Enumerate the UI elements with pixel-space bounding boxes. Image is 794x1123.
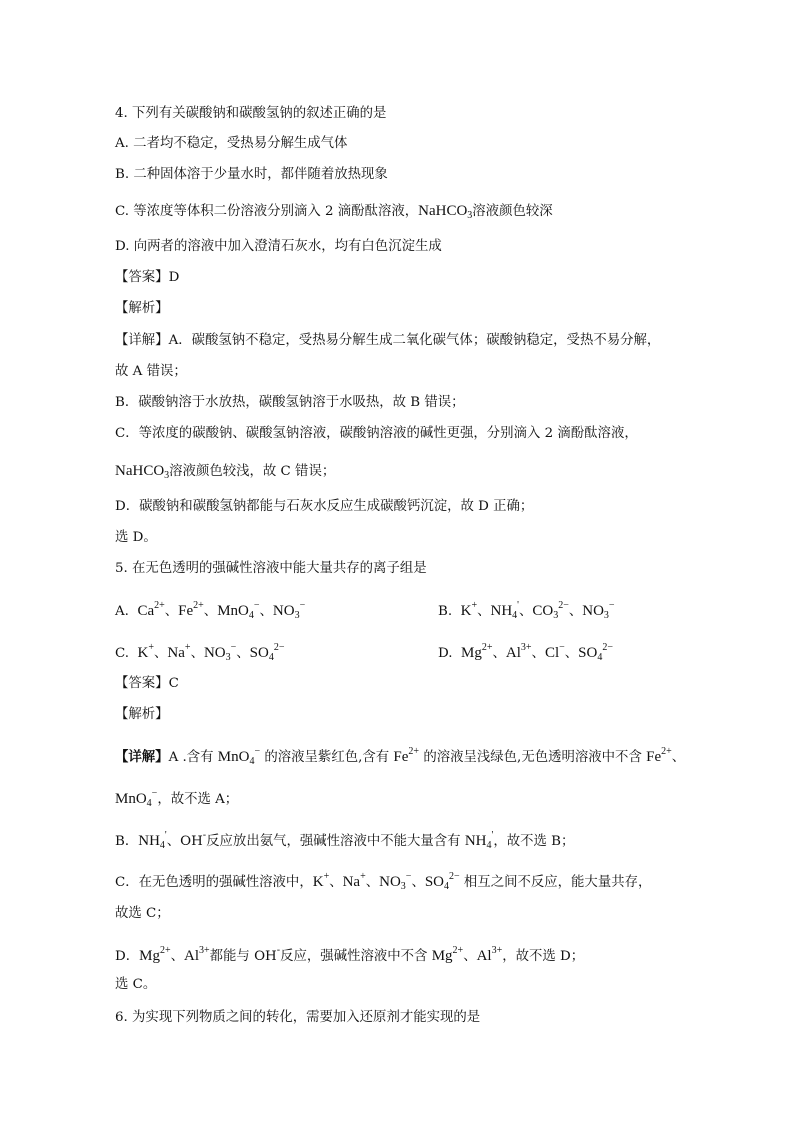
q5-detail-d: D．$Mg^{2+}$、$Al^{3+}$都能与 OH-反应，强碱性溶液中不含 $Mg^{2+}$、$Al^{3+}$，故不选 D；	[115, 945, 585, 964]
q5-stem: 5. 在无色透明的强碱性溶液中能大量共存的离子组是	[115, 561, 427, 576]
q4-stem: 4. 下列有关碳酸钠和碳酸氢钠的叙述正确的是	[115, 106, 387, 121]
q5-option-d: D. $Mg^{2+}$、$Al^{3+}$、Cl−、$SO_4^{2-}$	[438, 642, 613, 663]
q5-conclusion: 选 C。	[115, 977, 157, 992]
q5-detail-c2: 故选 C；	[115, 906, 170, 921]
q4-detail-line1: 【详解】A．碳酸氢钠不稳定，受热易分解生成二氧化碳气体；碳酸钠稳定，受热不易分解，	[115, 333, 661, 348]
q4-detail-b: B．碳酸钠溶于水放热，碳酸氢钠溶于水吸热，故 B 错误；	[115, 395, 465, 410]
q4-option-d: D. 向两者的溶液中加入澄清石灰水，均有白色沉淀生成	[115, 239, 442, 254]
q6-stem: 6. 为实现下列物质之间的转化，需要加入还原剂才能实现的是	[115, 1010, 481, 1025]
q5-detail-a1: 【详解】A .含有 MnO$_4$− 的溶液呈紫红色,含有 $Fe^{2+}$ 的溶液呈浅绿色,无色透明溶液中不含 $Fe^{2+}$、	[115, 746, 686, 767]
q4-detail-c2: NaHCO$_3$溶液颜色较浅，故 C 错误；	[115, 463, 336, 481]
q5-detail-b: B．$NH_4'$、OH-反应放出氨气，强碱性溶液中不能大量含有 $NH_4'$，故不选 B；	[115, 830, 575, 851]
q5-answer: 【答案】C	[115, 676, 179, 691]
q4-option-b: B. 二种固体溶于少量水时，都伴随着放热现象	[115, 167, 388, 182]
nahco3-formula: NaHCO$_3$	[115, 463, 170, 481]
q5-detail-a2: MnO$_4$−，故不选 A；	[115, 788, 239, 809]
q4-option-c: C. 等浓度等体积二份溶液分别滴入 2 滴酚酞溶液，NaHCO$_3$溶液颜色较深	[115, 203, 553, 221]
q4-detail-c1: C．等浓度的碳酸钠、碳酸氢钠溶液，碳酸钠溶液的碱性更强，分别滴入 2 滴酚酞溶液，	[115, 426, 638, 441]
nahco3-formula: NaHCO$_3$	[418, 203, 473, 221]
q5-option-a: A. $Ca^{2+}$、$Fe^{2+}$、MnO$_4$−、$NO_3^-$	[115, 600, 306, 621]
q4-answer: 【答案】D	[115, 270, 180, 285]
q5-analysis-label: 【解析】	[115, 707, 169, 722]
q4-detail-d: D．碳酸钠和碳酸氢钠都能与石灰水反应生成碳酸钙沉淀，故 D 正确；	[115, 499, 534, 514]
q5-option-b: B. K+、$NH_4'$、$CO_3^{2-}$、$NO_3^-$	[438, 600, 615, 621]
q5-option-c: C. K+、Na+、$NO_3^-$、$SO_4^{2-}$	[115, 642, 285, 663]
q4-option-a: A. 二者均不稳定，受热易分解生成气体	[115, 136, 348, 151]
q4-analysis-label: 【解析】	[115, 301, 169, 316]
q4-conclusion: 选 D。	[115, 530, 157, 545]
q5-detail-c1: C．在无色透明的强碱性溶液中，K+、Na+、$NO_3^-$、$SO_4^{2-}$ 相互之间不反应，能大量共存，	[115, 871, 652, 892]
q4-detail-line2: 故 A 错误；	[115, 364, 187, 379]
